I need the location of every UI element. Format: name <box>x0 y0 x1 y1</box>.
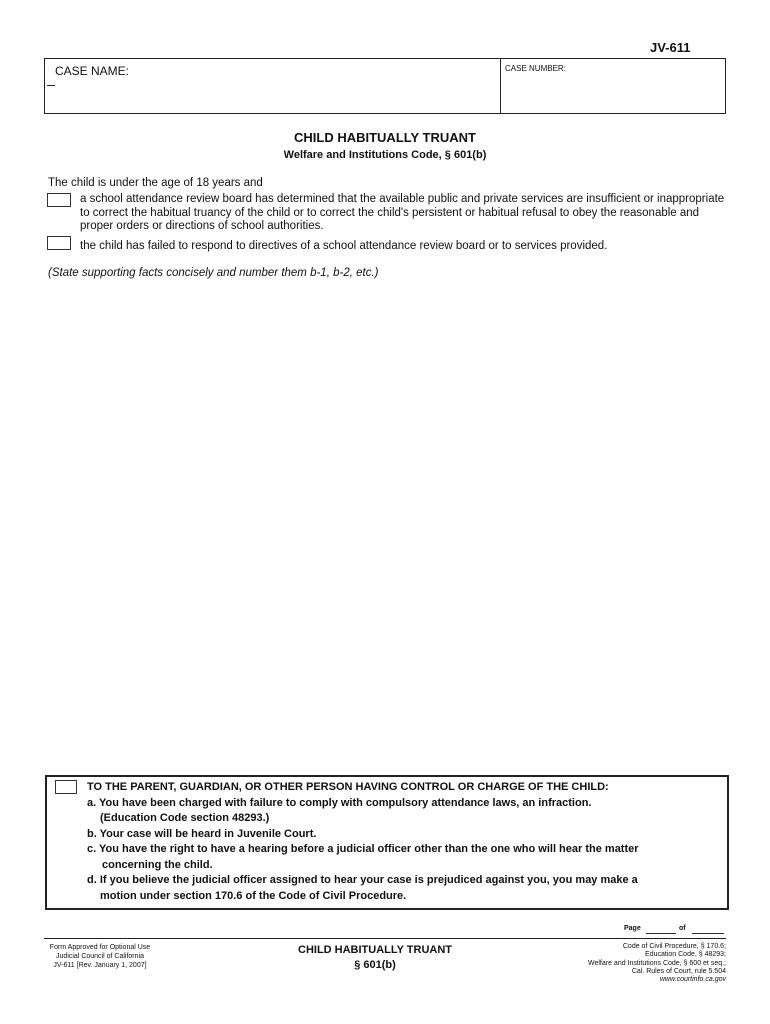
form-subtitle: Welfare and Institutions Code, § 601(b) <box>283 149 487 161</box>
parent-notice-box <box>45 775 729 910</box>
footer-center <box>250 943 500 973</box>
option-1-text <box>80 193 730 234</box>
footer-divider <box>44 938 726 939</box>
option-1-line: a school attendance review board has determined that the available public and private services are insufficient or inappropriate <box>80 193 725 205</box>
notice-line: motion under section 170.6 of the Code of Civil Procedure. <box>100 889 407 902</box>
form-id: JV-611 <box>650 40 691 55</box>
notice-line: (Education Code section 48293.) <box>100 812 270 824</box>
case-name-field[interactable] <box>47 85 55 86</box>
case-name-label: CASE NAME: <box>55 64 130 78</box>
option-2-text <box>80 240 730 254</box>
option-1-line: to correct the habitual truancy of the child or to correct the child's persistent or habitual refusal to obey the reasonable and <box>80 206 700 219</box>
footer-left <box>30 943 170 970</box>
option-1-line: proper orders or directions of school authorities. <box>80 220 324 232</box>
footer-title: CHILD HABITUALLY TRUANT <box>298 944 452 956</box>
case-number-label: CASE NUMBER: <box>505 64 566 73</box>
page-label: Page <box>624 925 641 932</box>
notice-line: a. You have been charged with failure to comply with compulsory attendance laws, an infraction. <box>87 796 592 809</box>
notice-line: b. Your case will be heard in Juvenile Court. <box>87 827 317 840</box>
intro-text: The child is under the age of 18 years and <box>48 177 263 189</box>
footer-website-link[interactable]: www.courtinfo.ca.gov <box>659 976 726 984</box>
instructions-text: (State supporting facts concisely and number them b-1, b-2, etc.) <box>48 267 379 279</box>
option-2-checkbox[interactable] <box>47 236 71 250</box>
footer-section: § 601(b) <box>354 959 396 971</box>
form-title: CHILD HABITUALLY TRUANT <box>294 130 476 145</box>
page-total-field[interactable] <box>692 933 724 934</box>
footer-left-line: JV-611 [Rev. January 1, 2007] <box>53 962 147 969</box>
footer-right <box>540 943 726 984</box>
footer-citation: Welfare and Institutions Code, § 600 et seq.; <box>587 959 726 967</box>
notice-heading: TO THE PARENT, GUARDIAN, OR OTHER PERSON HAVING CONTROL OR CHARGE OF THE CHILD: <box>87 781 609 793</box>
option-2-line: the child has failed to respond to directives of a school attendance review board or to services provided. <box>80 240 608 252</box>
footer-left-line: Judicial Council of California <box>56 953 144 960</box>
notice-line: d. If you believe the judicial officer assigned to hear your case is prejudiced against you, you may make a <box>87 874 638 886</box>
case-header-box <box>44 58 726 114</box>
option-1-checkbox[interactable] <box>47 193 71 207</box>
footer-citation: Education Code, § 48293; <box>645 951 726 959</box>
case-divider <box>500 59 501 113</box>
page-number-field[interactable] <box>646 933 676 934</box>
footer-citation: Cal. Rules of Court, rule 5.504 <box>631 967 726 975</box>
notice-line: concerning the child. <box>102 858 213 871</box>
notice-checkbox[interactable] <box>55 780 77 794</box>
of-label: of <box>679 925 686 932</box>
footer-citation: Code of Civil Procedure, § 170.6; <box>622 943 726 950</box>
notice-line: c. You have the right to have a hearing before a judicial officer other than the one who will hear the matter <box>87 843 639 855</box>
footer-left-line: Form Approved for Optional Use <box>49 944 151 951</box>
